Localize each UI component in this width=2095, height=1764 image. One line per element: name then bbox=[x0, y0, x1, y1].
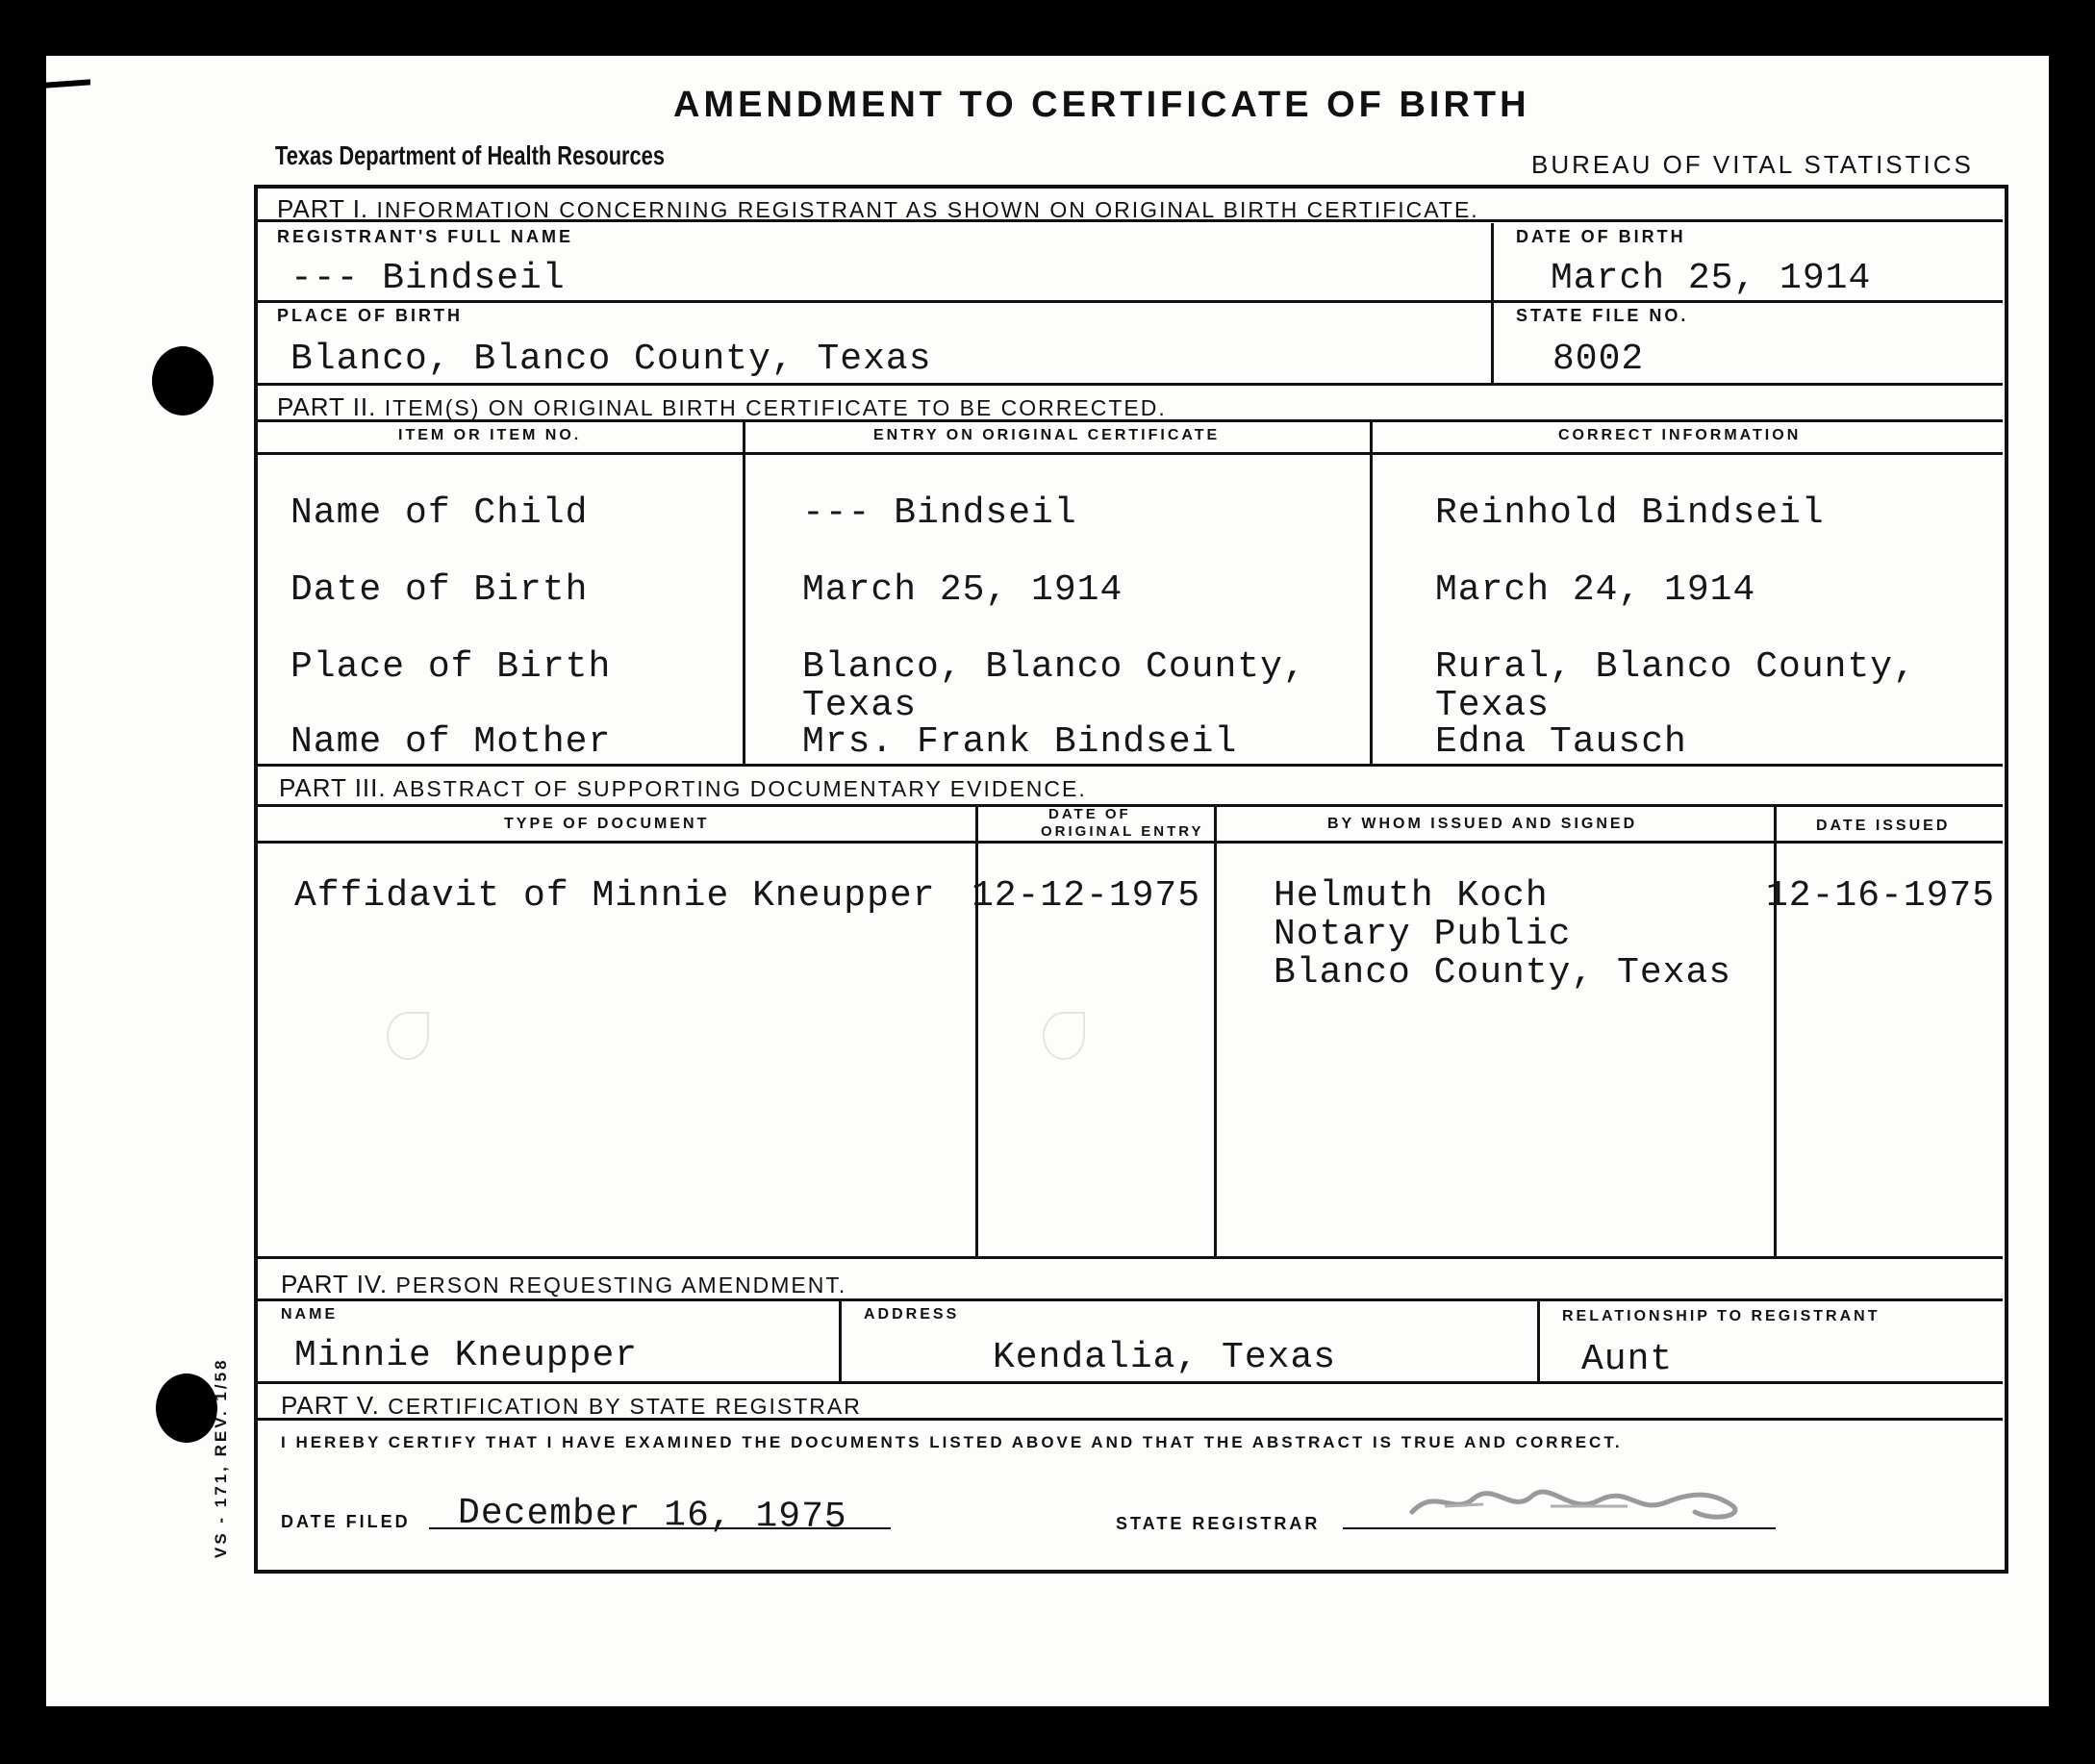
rule-part1-mid bbox=[256, 300, 2003, 303]
part4-heading-text: PERSON REQUESTING AMENDMENT. bbox=[395, 1273, 847, 1298]
requester-name-value: Minnie Kneupper bbox=[294, 1335, 639, 1376]
state-file-value: 8002 bbox=[1552, 339, 1645, 380]
item-name-of-mother: Name of Mother bbox=[290, 721, 612, 763]
col-entry-header: ENTRY ON ORIGINAL CERTIFICATE bbox=[873, 427, 1221, 443]
col-correct-header: CORRECT INFORMATION bbox=[1558, 427, 1802, 443]
watermark-leaf-icon bbox=[1043, 1012, 1085, 1060]
rule-part3-top bbox=[256, 764, 2003, 767]
registrant-name-value: --- Bindseil bbox=[290, 258, 566, 299]
date-of-birth-value: March 25, 1914 bbox=[1551, 258, 1872, 299]
part2-roman: PART II. bbox=[277, 392, 377, 421]
state-registrar-label: STATE REGISTRAR bbox=[1116, 1514, 1321, 1533]
part3-roman: PART III. bbox=[279, 773, 387, 802]
part3-heading-text: ABSTRACT OF SUPPORTING DOCUMENTARY EVIDENCE. bbox=[392, 776, 1087, 801]
issuer-county-value: Blanco County, Texas bbox=[1274, 952, 1732, 994]
vrule-part3-a bbox=[975, 806, 978, 1256]
col-doc-type-header: TYPE OF DOCUMENT bbox=[504, 816, 710, 832]
part1-roman: PART I. bbox=[277, 194, 369, 223]
date-entry-value: 12-12-1975 bbox=[972, 875, 1201, 917]
form-code-side bbox=[212, 1308, 244, 1558]
registrar-signature bbox=[1406, 1477, 1753, 1531]
vrule-part1 bbox=[1491, 223, 1494, 383]
vrule-part4-b bbox=[1537, 1300, 1540, 1381]
entry-date-of-birth: March 25, 1914 bbox=[802, 569, 1123, 611]
rule-part2-top bbox=[256, 383, 2003, 386]
part4-heading bbox=[281, 1270, 846, 1299]
vrule-part3-b bbox=[1214, 806, 1217, 1256]
certification-statement: I HEREBY CERTIFY THAT I HAVE EXAMINED THE DOCUMENTS LISTED ABOVE AND THAT THE ABSTRACT IS TRUE AND CORRECT. bbox=[281, 1433, 1623, 1451]
correct-name-of-child: Reinhold Bindseil bbox=[1435, 492, 1825, 534]
punch-hole-bottom bbox=[156, 1373, 217, 1443]
rule-part4-top bbox=[256, 1256, 2003, 1259]
date-issued-value: 12-16-1975 bbox=[1766, 875, 1996, 917]
relationship-label: RELATIONSHIP TO REGISTRANT bbox=[1562, 1308, 1880, 1324]
rule-part5-top bbox=[256, 1381, 2003, 1384]
state-file-label: STATE FILE NO. bbox=[1516, 306, 1689, 325]
date-filed-label: DATE FILED bbox=[281, 1512, 411, 1531]
item-place-of-birth: Place of Birth bbox=[290, 646, 612, 688]
entry-place-of-birth: Blanco, Blanco County, bbox=[802, 646, 1306, 688]
form-code-text: VS - 171, REV. 1/58 bbox=[212, 1357, 230, 1558]
place-of-birth-value: Blanco, Blanco County, Texas bbox=[290, 339, 932, 380]
correct-name-of-mother: Edna Tausch bbox=[1435, 721, 1687, 763]
item-name-of-child: Name of Child bbox=[290, 492, 589, 534]
correct-date-of-birth: March 24, 1914 bbox=[1435, 569, 1756, 611]
part1-heading-text: INFORMATION CONCERNING REGISTRANT AS SHOWN ON ORIGINAL BIRTH CERTIFICATE. bbox=[376, 197, 1479, 222]
vrule-part2-b bbox=[1370, 421, 1373, 764]
col-date-entry-header-2: ORIGINAL ENTRY bbox=[1041, 823, 1204, 840]
issuer-title-value: Notary Public bbox=[1274, 914, 1572, 955]
part1-heading bbox=[277, 194, 1479, 224]
place-of-birth-label: PLACE OF BIRTH bbox=[277, 306, 463, 325]
col-date-entry-header-1: DATE OF bbox=[1048, 806, 1131, 822]
part5-heading-text: CERTIFICATION BY STATE REGISTRAR bbox=[388, 1394, 862, 1419]
part5-heading bbox=[281, 1391, 862, 1421]
part4-roman: PART IV. bbox=[281, 1270, 389, 1298]
item-date-of-birth: Date of Birth bbox=[290, 569, 589, 611]
requester-address-label: ADDRESS bbox=[864, 1306, 960, 1323]
rule-part3-cols bbox=[256, 841, 2003, 844]
date-of-birth-label: DATE OF BIRTH bbox=[1516, 227, 1686, 246]
bureau-name: BUREAU OF VITAL STATISTICS bbox=[1531, 150, 1974, 179]
correct-place-of-birth: Rural, Blanco County, bbox=[1435, 646, 1916, 688]
department-name: Texas Department of Health Resources bbox=[275, 140, 665, 170]
entry-place-of-birth-line2: Texas bbox=[802, 685, 918, 726]
punch-hole-top bbox=[152, 346, 214, 416]
date-filed-value: December 16, 1975 bbox=[457, 1492, 847, 1539]
requester-address-value: Kendalia, Texas bbox=[993, 1337, 1337, 1378]
relationship-value: Aunt bbox=[1581, 1339, 1674, 1380]
document-title: AMENDMENT TO CERTIFICATE OF BIRTH bbox=[673, 85, 1530, 125]
col-item-header: ITEM OR ITEM NO. bbox=[398, 427, 582, 443]
issuer-name-value: Helmuth Koch bbox=[1274, 875, 1549, 917]
part2-heading bbox=[277, 392, 1167, 422]
part5-roman: PART V. bbox=[281, 1391, 380, 1420]
vrule-part2-a bbox=[743, 421, 745, 764]
correct-place-of-birth-line2: Texas bbox=[1435, 685, 1551, 726]
entry-name-of-child: --- Bindseil bbox=[802, 492, 1077, 534]
vrule-part4-a bbox=[839, 1300, 842, 1381]
rule-part2-cols bbox=[256, 452, 2003, 455]
col-issuer-header: BY WHOM ISSUED AND SIGNED bbox=[1327, 816, 1638, 832]
watermark-leaf-icon bbox=[387, 1012, 429, 1060]
col-date-issued-header: DATE ISSUED bbox=[1816, 818, 1951, 834]
registrant-name-label: REGISTRANT'S FULL NAME bbox=[277, 227, 573, 246]
part2-heading-text: ITEM(S) ON ORIGINAL BIRTH CERTIFICATE TO BE CORRECTED. bbox=[384, 395, 1167, 420]
requester-name-label: NAME bbox=[281, 1306, 339, 1323]
document-type-value: Affidavit of Minnie Kneupper bbox=[294, 875, 936, 917]
vrule-part3-c bbox=[1774, 806, 1777, 1256]
entry-name-of-mother: Mrs. Frank Bindseil bbox=[802, 721, 1238, 763]
part3-heading bbox=[279, 773, 1087, 803]
